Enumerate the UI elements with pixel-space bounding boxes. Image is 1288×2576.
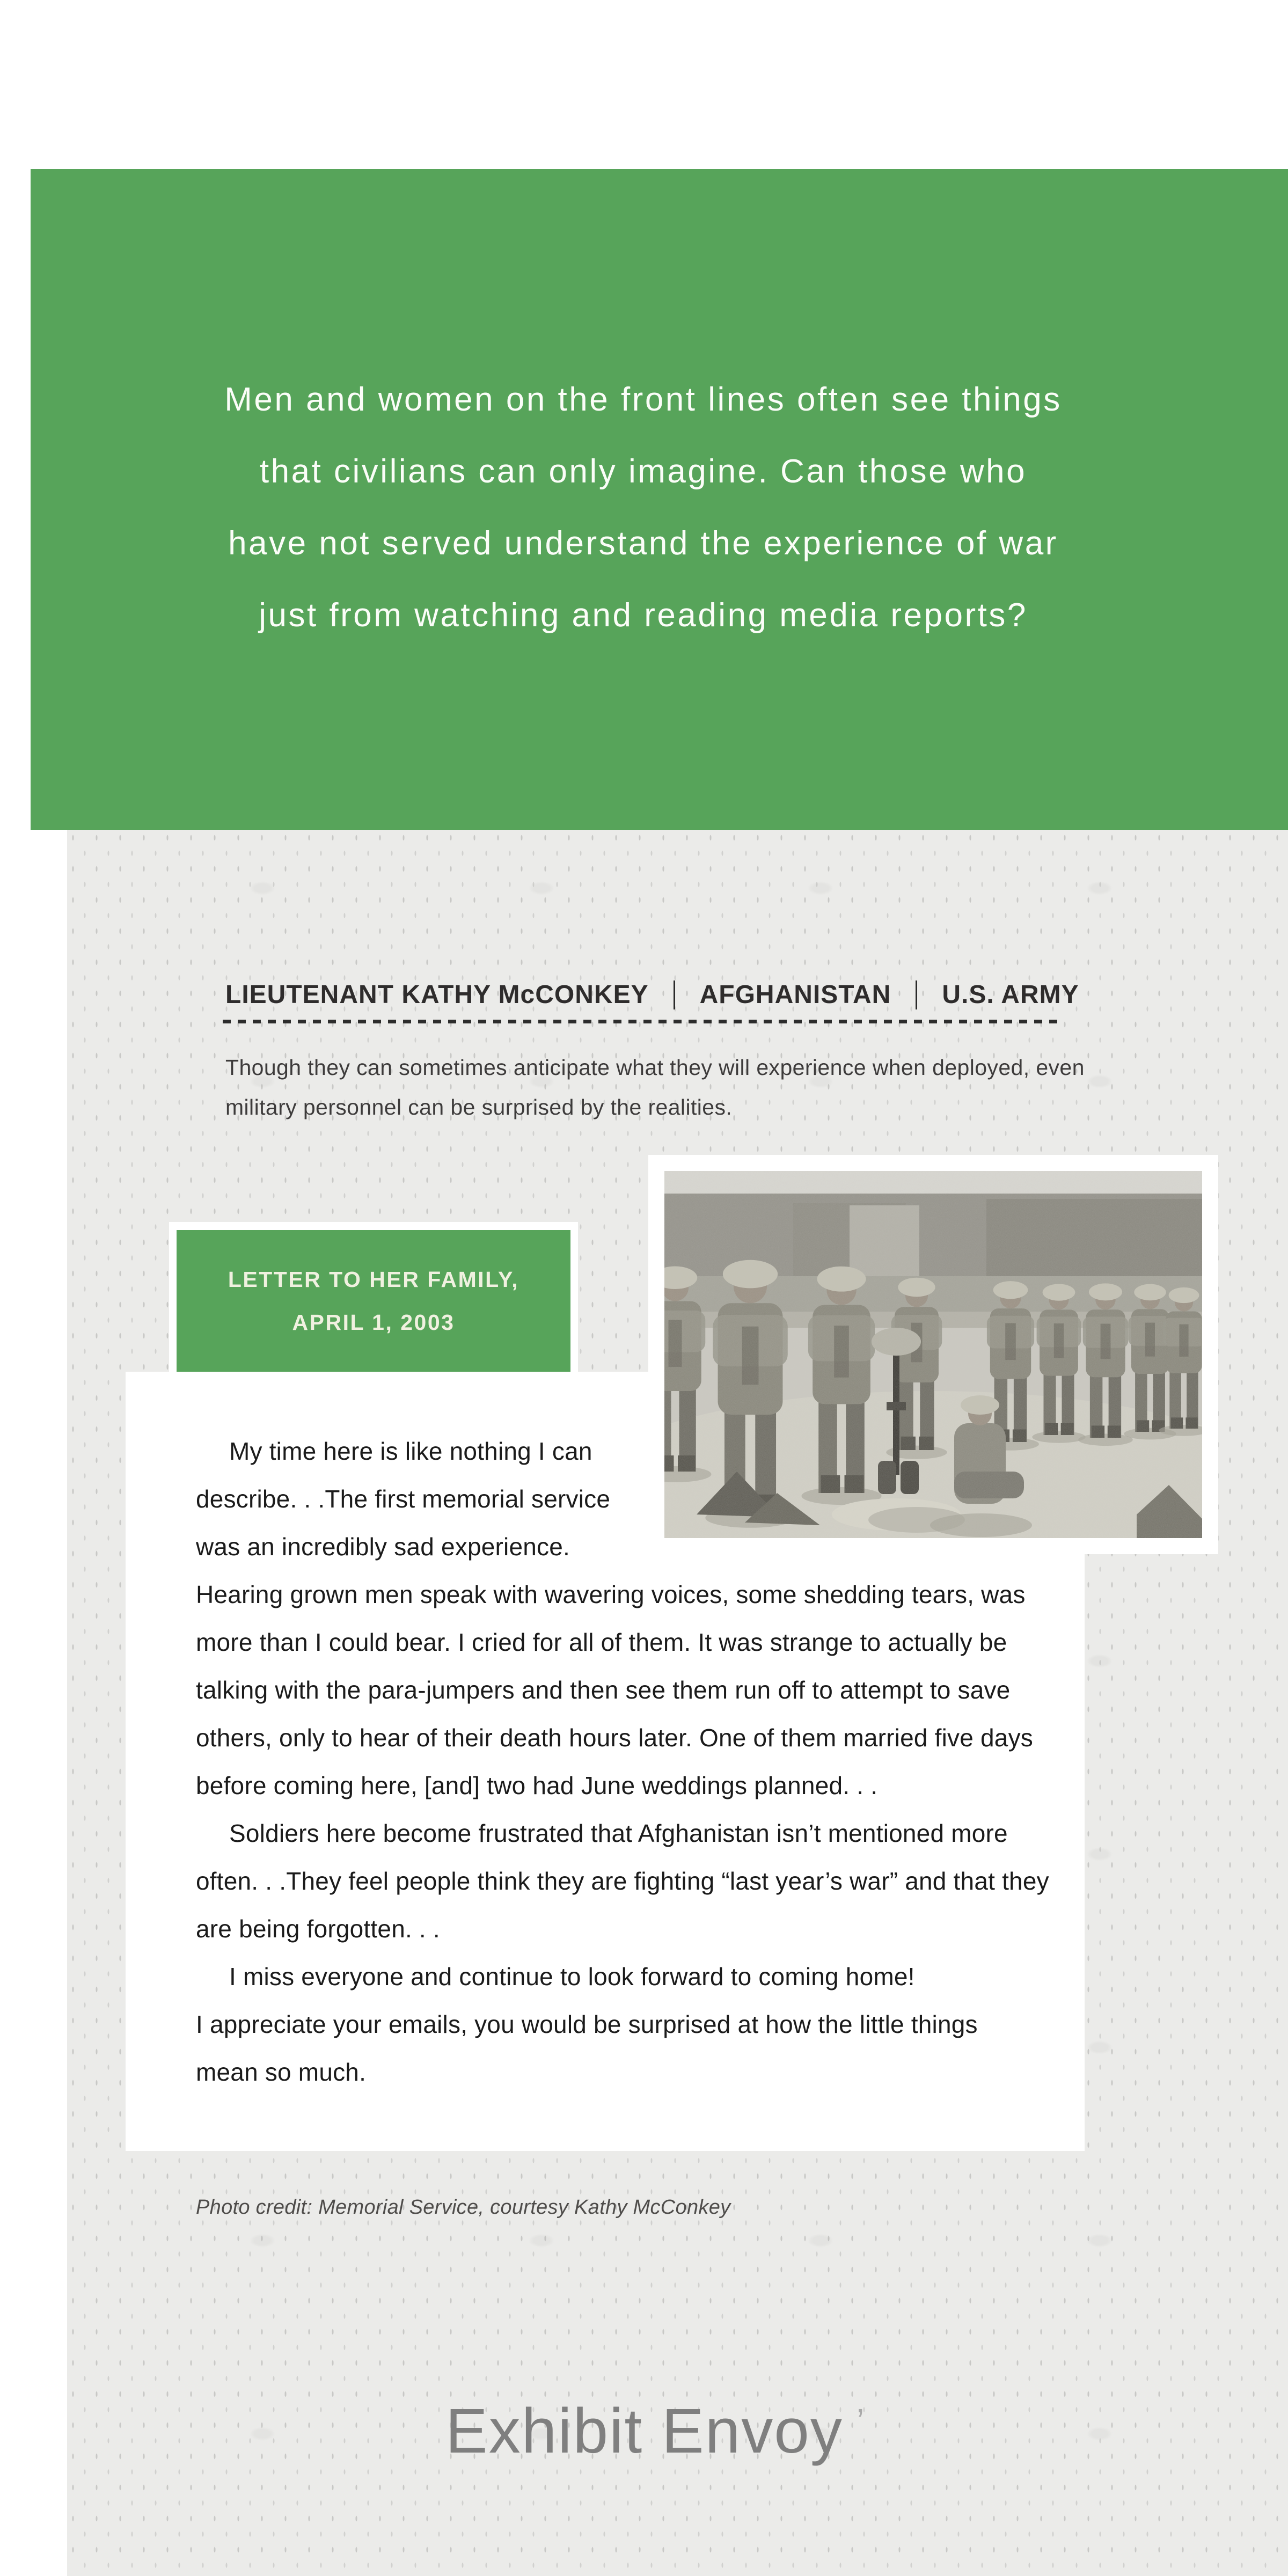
logo-apostrophe-mark: ’ — [857, 2402, 865, 2440]
letter-paragraph: I appreciate your emails, you would be surprised at how the little things mean so much. — [196, 2010, 978, 2086]
service-branch: U.S. ARMY — [942, 980, 1079, 1009]
quote-line: Men and women on the front lines often see things — [224, 381, 1062, 418]
label-backdrop — [169, 1222, 578, 1372]
letter-label — [177, 1230, 570, 1372]
separator-bar — [916, 980, 917, 1009]
exhibit-envoy-logo: Exhibit Envoy — [445, 2396, 843, 2467]
photo-credit: Photo credit: Memorial Service, courtesy Kathy McConkey — [196, 2196, 731, 2219]
label-line: APRIL 1, 2003 — [292, 1310, 455, 1335]
letter-paragraph: I miss everyone and continue to look forward to coming home! — [229, 1963, 915, 1990]
letter-paragraph: Soldiers here become frustrated that Afghanistan isn’t mentioned more often. . .They feel people think they are fighting “last year’s war” and that they are being forgotten. . . — [196, 1819, 1049, 1943]
intro-line: Though they can sometimes anticipate what they will experience when deployed, even — [225, 1055, 1085, 1080]
quote-line: that civilians can only imagine. Can those who — [259, 453, 1027, 490]
profile-header — [225, 980, 1079, 1009]
letter-line: was an incredibly sad experience. — [196, 1533, 570, 1561]
deployment-location: AFGHANISTAN — [699, 980, 891, 1009]
soldier-name: LIEUTENANT KATHY McCONKEY — [225, 980, 649, 1009]
quote-line: just from watching and reading media reports? — [259, 597, 1028, 634]
quote-line: have not served understand the experience of war — [228, 525, 1058, 562]
letter-line: My time here is like nothing I can — [229, 1437, 592, 1465]
quote-banner — [31, 169, 1288, 830]
intro-paragraph — [225, 1048, 1085, 1127]
intro-line: military personnel can be surprised by the realities. — [225, 1095, 733, 1119]
letter-paragraph: Hearing grown men speak with wavering voices, some shedding tears, was more than I could bear. I cried for all of them. It was strange to actually be talking with the para-jumpers and then see them run off to attempt to save others, only to hear of their death hours later. One of them married five days before coming here, [and] two had June weddings planned. . . — [196, 1580, 1033, 1799]
separator-bar — [674, 980, 675, 1009]
photo-mat — [648, 1155, 1218, 1554]
dashed-divider — [223, 1020, 1060, 1023]
memorial-service-photo — [664, 1171, 1202, 1538]
label-line: LETTER TO HER FAMILY, — [228, 1267, 519, 1292]
letter-line: describe. . .The first memorial service — [196, 1485, 611, 1513]
